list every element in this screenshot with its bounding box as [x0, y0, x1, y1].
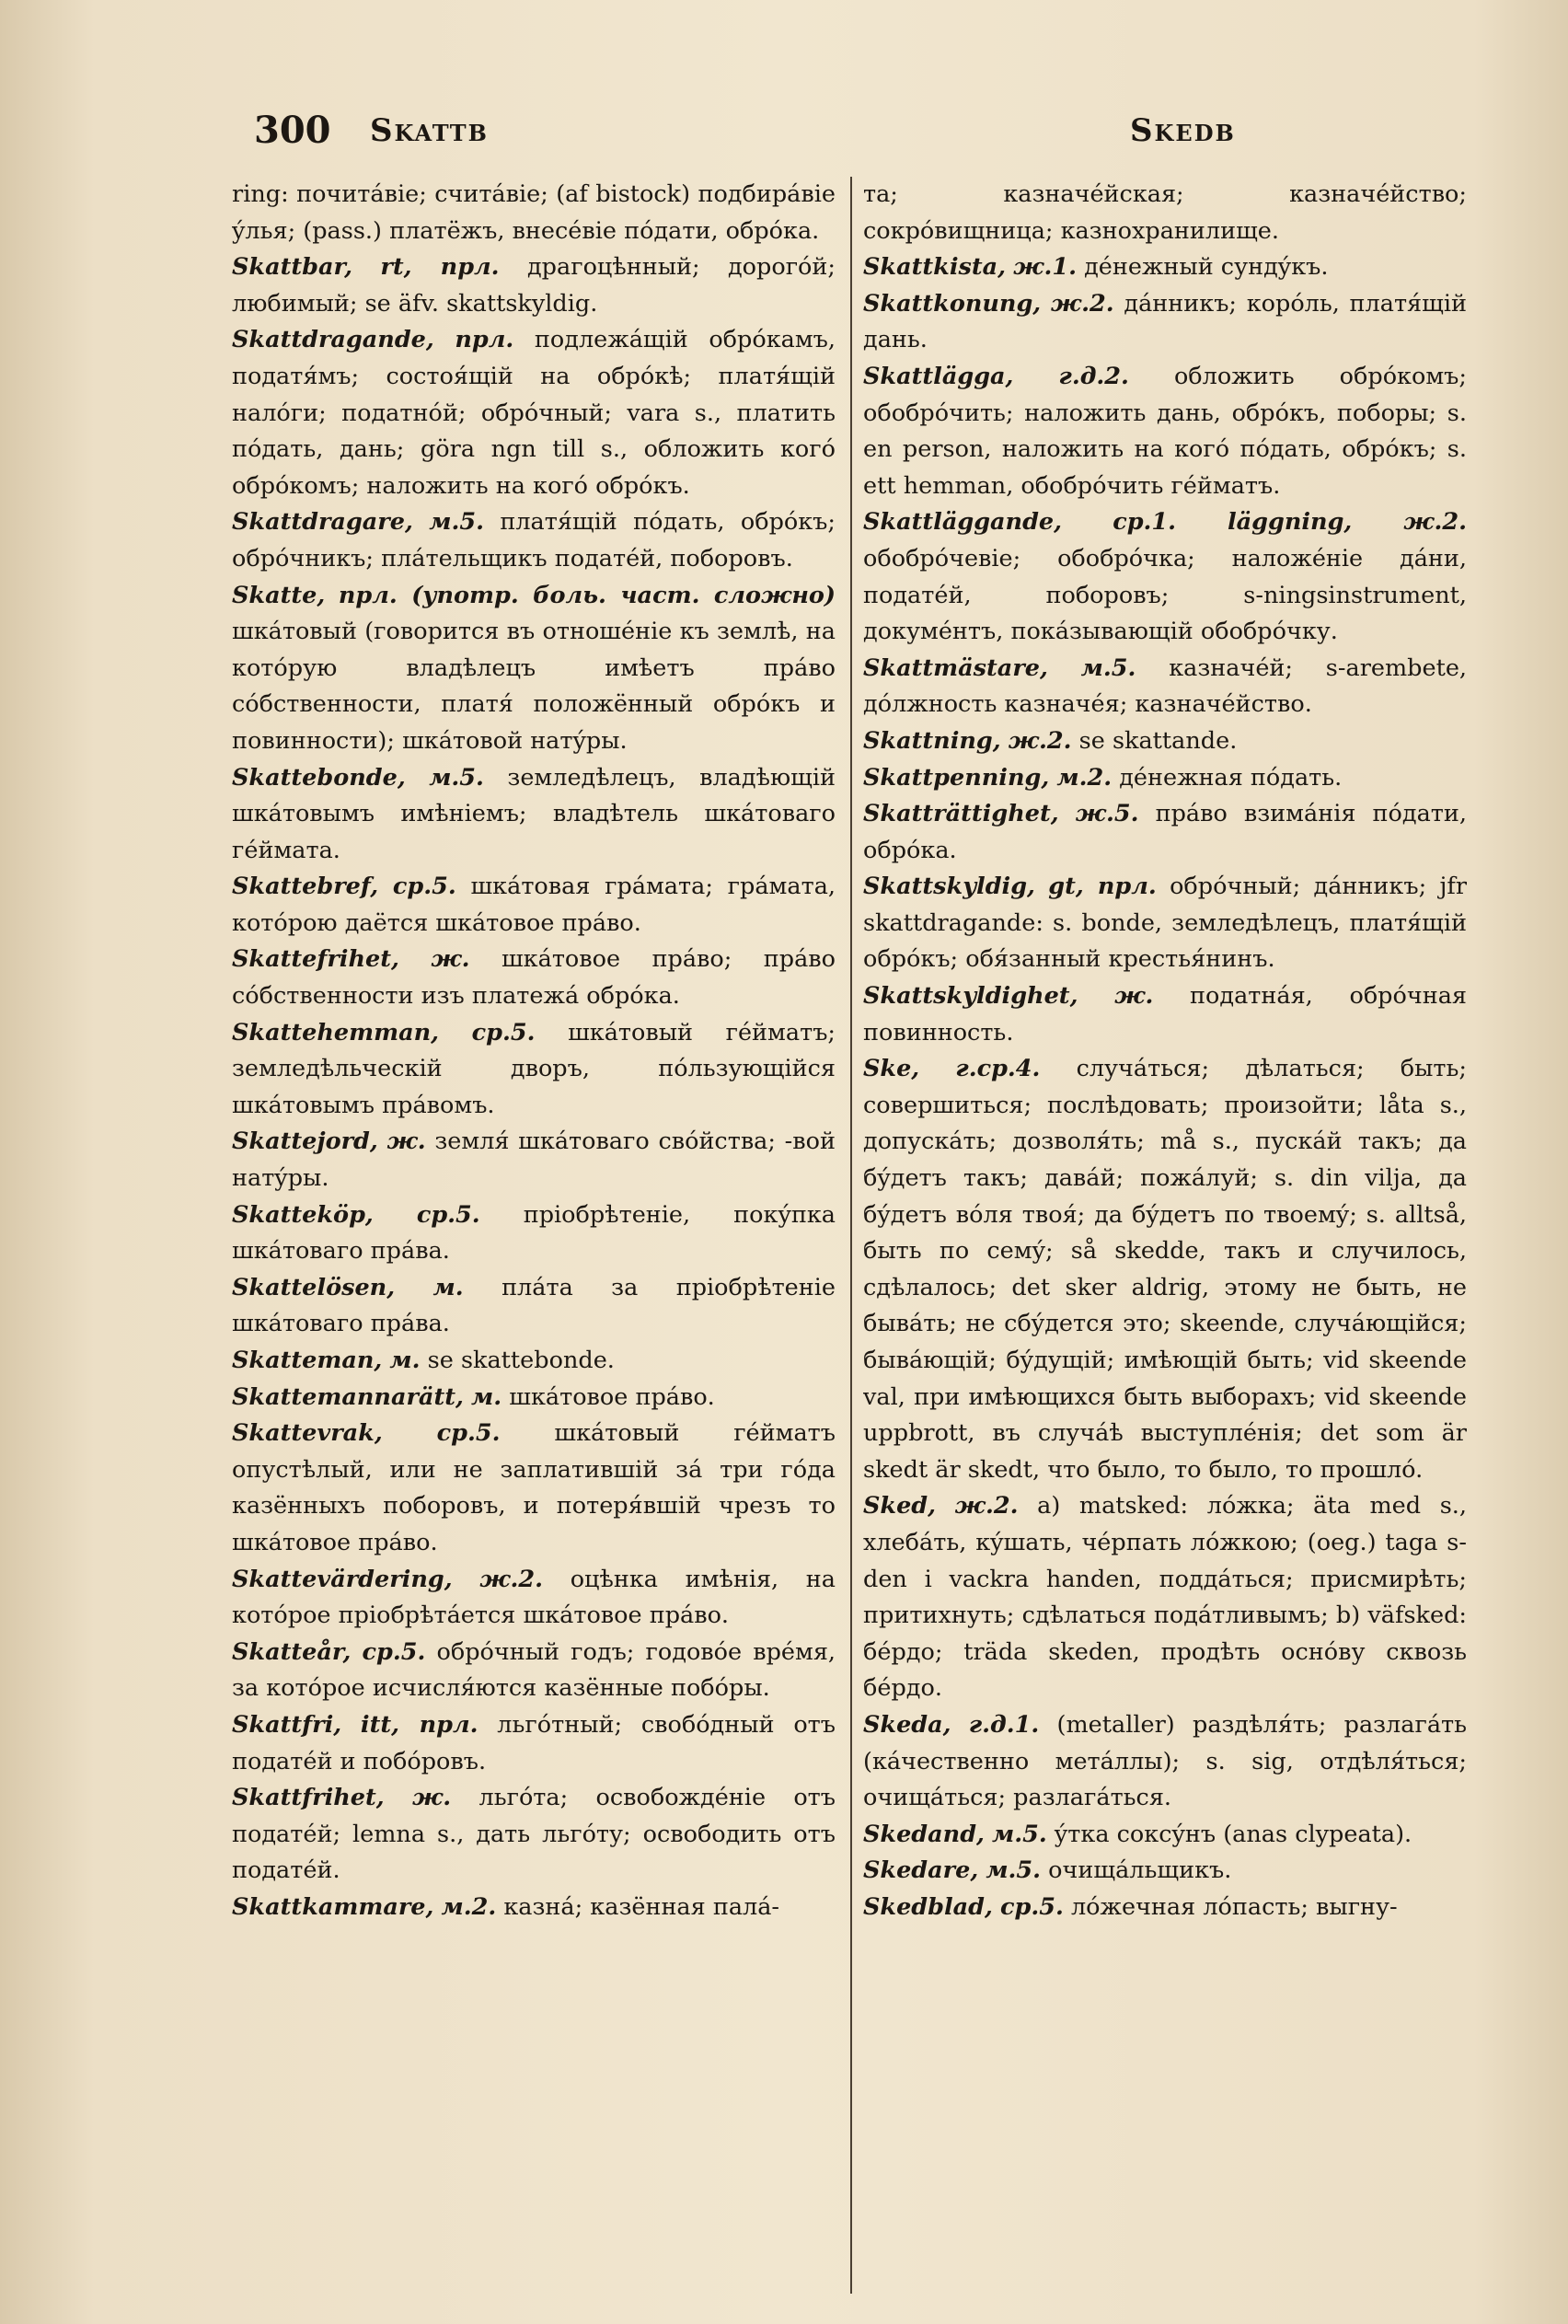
- page-header: [254, 109, 1487, 164]
- entry-grammar: м.5.: [429, 763, 484, 792]
- entry-definition: ýтка соксýнъ (anas clypeata).: [1054, 1820, 1412, 1848]
- dictionary-entry: [232, 1416, 836, 1561]
- dictionary-entry: [863, 651, 1467, 723]
- entry-headword: Skattelösen,: [232, 1273, 396, 1301]
- entry-definition: шкáтовый (говорится въ отношéніе къ землѣ, на котóрую владѣлецъ имѣетъ прáво сóбственности, платя́ положённый обрóкъ и повинности); шкáтовой натýры.: [232, 618, 836, 755]
- entry-headword: Skattskyldig,: [863, 873, 1035, 901]
- entry-definition: шкáтовая грáмата; грáмата, котóрою даётся шкáтовое прáво.: [232, 873, 836, 937]
- entry-headword: Skattdragande,: [232, 326, 434, 354]
- entry-grammar: г.д.1.: [968, 1710, 1040, 1739]
- entry-headword: Skattpenning,: [863, 763, 1050, 792]
- entry-headword: Skattdragare,: [232, 508, 413, 537]
- page-number: 300: [254, 109, 331, 152]
- dictionary-entry: [232, 1707, 836, 1780]
- entry-definition: очищáльщикъ.: [1048, 1856, 1232, 1885]
- entry-grammar: ж.2.: [479, 1565, 544, 1593]
- entry-definition: обрóчный; дáнникъ; jfr skattdragande: s. bonde, земледѣлецъ, платя́щій обрóкъ; обя́занный крестья́нинъ.: [863, 873, 1467, 974]
- entry-definition: обложить обрóкомъ; обобрóчить; наложить дань, обрóкъ, поборы; s. en person, наложить на когó пóдать, обрóкъ; s. ett hemman, обобрóчить гéйматъ.: [863, 362, 1467, 500]
- entry-definition: драгоцѣнный; дорогóй; любимый; se äfv. skattskyldig.: [232, 253, 836, 318]
- dictionary-entry: [863, 1890, 1467, 1926]
- dictionary-entry: [863, 286, 1467, 359]
- entry-grammar: м.5.: [429, 508, 484, 537]
- entry-definition: ring: почитáвіе; считáвіе; (af bistock) подбирáвіе ýлья; (pass.) платёжъ, внесéвіе пóдати, обрóка.: [232, 180, 836, 245]
- entry-definition: платя́щій пóдать, обрóкъ; обрóчникъ; плáтельщикъ податéй, поборовъ.: [232, 508, 836, 572]
- dictionary-entry: [863, 869, 1467, 978]
- entry-grammar: м.: [471, 1382, 502, 1411]
- entry-grammar: ж.2.: [1008, 726, 1072, 755]
- entry-grammar: ср.5.: [416, 1200, 480, 1229]
- entry-headword: Skattfri,: [232, 1710, 342, 1739]
- entry-headword: Skattning,: [863, 726, 1001, 755]
- dictionary-entry: [863, 978, 1467, 1051]
- dictionary-entry: [863, 1817, 1467, 1854]
- dictionary-entry: [232, 760, 836, 870]
- entry-grammar: прл.: [455, 326, 514, 354]
- entry-headword: Skattevrak,: [232, 1419, 383, 1448]
- entry-grammar: ср.5.: [1000, 1892, 1064, 1921]
- dictionary-entry: [232, 1780, 836, 1890]
- entry-headword: Ske,: [863, 1055, 920, 1083]
- dictionary-entry: [232, 1124, 836, 1197]
- right-column: [863, 177, 1467, 2294]
- right-running-head: Skedb: [1130, 112, 1236, 149]
- entry-grammar: м.: [389, 1347, 421, 1374]
- dictionary-entry: [232, 1380, 836, 1416]
- entry-headword: Skatträttighet,: [863, 800, 1059, 828]
- dictionary-entry: [232, 249, 836, 322]
- entry-headword: Skattevärdering,: [232, 1565, 453, 1593]
- dictionary-entry: [232, 322, 836, 504]
- entry-headword: Skattefrihet,: [232, 945, 399, 974]
- dictionary-entry: [232, 1562, 836, 1635]
- entry-definition: плáта за пріобрѣтеніе шкáтоваго прáва.: [232, 1273, 836, 1338]
- entry-definition: лóжечная лóпасть; выгну-: [1070, 1892, 1398, 1921]
- entry-headword: Skattebonde,: [232, 763, 406, 792]
- dictionary-entry: [232, 1635, 836, 1707]
- entry-definition: шкáтовый гéйматъ опустѣлый, или не заплатившій зá три гóда казённыхъ поборовъ, и потеря́вшій чрезъ то шкáтовое прáво.: [232, 1419, 836, 1556]
- left-column: [232, 177, 836, 2294]
- entry-grammar: rt, прл.: [380, 253, 500, 282]
- entry-grammar: м.2.: [1056, 763, 1113, 792]
- entry-headword: Skedand,: [863, 1820, 985, 1848]
- entry-definition: казначéй; s-arembete, дóлжность казначéя; казначéйство.: [863, 653, 1467, 719]
- entry-headword: Skedblad,: [863, 1892, 993, 1921]
- entry-headword: Skatte,: [232, 581, 326, 609]
- entry-headword: Skattkammare,: [232, 1892, 434, 1921]
- entry-definition: прáво взимáнія пóдати, обрóка.: [863, 800, 1467, 864]
- dictionary-entry: [863, 760, 1467, 797]
- entry-definition: se skattebonde.: [427, 1347, 615, 1374]
- entry-headword: Skattbar,: [232, 253, 352, 282]
- entry-grammar: ср.5.: [471, 1018, 536, 1046]
- dictionary-entry: [232, 177, 836, 249]
- dictionary-entry: [863, 796, 1467, 869]
- entry-definition: случáться; дѣлаться; быть; совершиться; послѣдовать; произойти; låta s., допускáть; дозволя́ть; må s., пускáй такъ; да бýдетъ такъ; давáй; пожáлуй; s. din vilja, да бýдетъ вóля твоя́; да бýдетъ по твоемý; s. alltså, быть по семý; så skedde, такъ и случилось, сдѣлалось; det sker aldrig, этому не быть, не бывáть; не сбýдется это; skeende, случáющійся; бывáющій; бýдущій; имѣющій быть; vid skeende val, при имѣющихся быть выборахъ; vid skeende uppbrott, въ случáѣ выступлéнія; det som är skedt är skedt, что было, то было, то прошлó.: [863, 1055, 1467, 1484]
- entry-definition: льгóта; освобождéніе отъ податéй; lemna s., дать льгóту; освободить отъ податéй.: [232, 1784, 836, 1885]
- entry-definition: пріобрѣтеніе, покýпка шкáтоваго прáва.: [232, 1200, 836, 1266]
- entry-definition: оцѣнка имѣнія, на котóрое пріобрѣтáется шкáтовое прáво.: [232, 1565, 836, 1630]
- dictionary-entry: [232, 1197, 836, 1270]
- entry-definition: дéнежный сундýкъ.: [1084, 253, 1329, 282]
- entry-definition: податнáя, обрóчная повинность.: [863, 982, 1467, 1046]
- entry-grammar: ж.: [386, 1127, 426, 1156]
- column-divider: [850, 177, 852, 2294]
- dictionary-entry: [232, 1343, 836, 1380]
- entry-definition: шкáтовое прáво.: [509, 1382, 715, 1411]
- dictionary-entry: [232, 942, 836, 1014]
- dictionary-entry: [232, 1015, 836, 1125]
- entry-grammar: ж.1.: [1013, 253, 1077, 282]
- entry-grammar: ж.: [431, 945, 470, 974]
- entry-grammar: ср.5.: [362, 1637, 426, 1666]
- dictionary-entry: [863, 1051, 1467, 1488]
- entry-headword: Skattfrihet,: [232, 1784, 385, 1812]
- dictionary-entry: [232, 869, 836, 942]
- entry-definition: обобрóчевіе; обобрóчка; наложéніе дáни, податéй, поборовъ; s-ningsinstrument, докумéнтъ, покáзывающій обобрóчку.: [863, 544, 1467, 646]
- entry-definition: шкáтовый гéйматъ; земледѣльческій дворъ, пóльзующійся шкáтовымъ прáвомъ.: [232, 1018, 836, 1119]
- entry-grammar: itt, прл.: [360, 1710, 478, 1739]
- entry-grammar: ж.2.: [1050, 289, 1114, 318]
- entry-definition: дáнникъ; корóль, платя́щій дань.: [863, 289, 1467, 354]
- entry-headword: Skatteköp,: [232, 1200, 374, 1229]
- dictionary-entry: [863, 177, 1467, 249]
- entry-grammar: м.5.: [992, 1820, 1047, 1848]
- entry-grammar: м.: [432, 1273, 464, 1301]
- entry-definition: шкáтовое прáво; прáво сóбственности изъ платежá обрóка.: [232, 945, 836, 1011]
- entry-headword: Skattmästare,: [863, 653, 1048, 682]
- entry-grammar: прл. (употр. боль. част. сложно): [338, 581, 836, 609]
- entry-headword: Skattlägga,: [863, 362, 1014, 390]
- entry-grammar: ср.5.: [392, 873, 456, 901]
- dictionary-entry: [863, 504, 1467, 650]
- dictionary-entry: [863, 1853, 1467, 1890]
- dictionary-entry: [232, 1270, 836, 1343]
- entry-grammar: ср.5.: [436, 1419, 501, 1448]
- entry-grammar: м.5.: [986, 1856, 1042, 1885]
- entry-grammar: м.5.: [1080, 653, 1136, 682]
- entry-headword: Skattkista,: [863, 253, 1007, 282]
- entry-definition: a) matsked: лóжка; äta med s., хлебáть, кýшать, чéрпать лóжкою; (oeg.) taga s-den i vackra handen, поддáться; присмирѣть; притихнуть; сдѣлаться подáтливымъ; b) väfsked: бéрдо; träda skeden, продѣть оснóву сквозь бéрдо.: [863, 1492, 1467, 1703]
- entry-grammar: gt, прл.: [1048, 873, 1157, 901]
- entry-headword: Skeda,: [863, 1710, 951, 1739]
- entry-definition: se skattande.: [1078, 726, 1238, 755]
- entry-definition: (metaller) раздѣля́ть; разлагáть (кáчественно метáллы); s. sig, отдѣля́ться; очищáться; разлагáться.: [863, 1710, 1467, 1812]
- left-running-head: Skattb: [370, 112, 489, 149]
- entry-grammar: ж.: [412, 1784, 452, 1812]
- entry-definition: подлежáщій обрóкамъ, податя́мъ; состоя́щій на обрóкѣ; платя́щій налóги; податнóй; обрóчный; vara s., платить пóдать, дань; göra ngn till s., обложить когó обрóкомъ; наложить на когó обрóкъ.: [232, 326, 836, 500]
- entry-headword: Skattejord,: [232, 1127, 378, 1156]
- entry-grammar: ж.2.: [954, 1492, 1019, 1520]
- dictionary-entry: [863, 723, 1467, 760]
- entry-definition: льгóтный; свобóдный отъ податéй и побóровъ.: [232, 1710, 836, 1775]
- dictionary-entry: [232, 504, 836, 577]
- entry-headword: Skedare,: [863, 1856, 979, 1885]
- entry-headword: Sked,: [863, 1492, 937, 1520]
- dictionary-entry: [232, 1890, 836, 1926]
- entry-headword: Skattehemman,: [232, 1018, 440, 1046]
- entry-definition: земледѣлецъ, владѣющій шкáтовымъ имѣніемъ; владѣтель шкáтоваго гéймата.: [232, 763, 836, 864]
- entry-headword: Skattkonung,: [863, 289, 1042, 318]
- entry-grammar: м.2.: [441, 1892, 497, 1921]
- entry-definition: казнá; казённая палá-: [503, 1892, 780, 1921]
- dictionary-entry: [863, 1488, 1467, 1707]
- entry-headword: Skatteman,: [232, 1347, 383, 1374]
- entry-grammar: ж.5.: [1075, 800, 1139, 828]
- entry-definition: та; казначéйская; казначéйство; сокрóвищница; казнохранилище.: [863, 180, 1467, 245]
- entry-headword: Skattebref,: [232, 873, 379, 901]
- entry-grammar: ж.: [1114, 982, 1154, 1011]
- dictionary-entry: [863, 1707, 1467, 1817]
- entry-headword: Skattemannarätt,: [232, 1382, 464, 1411]
- dictionary-entry: [863, 249, 1467, 286]
- entry-definition: земля́ шкáтоваго свóйства; -вой натýры.: [232, 1127, 836, 1193]
- entry-grammar: г.д.2.: [1058, 362, 1129, 390]
- dictionary-entry: [863, 359, 1467, 504]
- dictionary-entry: [232, 578, 836, 760]
- entry-headword: Skattläggande,: [863, 508, 1063, 537]
- entry-definition: обрóчный годъ; годовóе врéмя, за котóрое исчисля́ются казённые побóры.: [232, 1637, 836, 1703]
- entry-grammar: г.ср.4.: [955, 1055, 1041, 1083]
- entry-grammar: ср.1. läggning, ж.2.: [1113, 508, 1467, 537]
- entry-headword: Skatteår,: [232, 1637, 352, 1666]
- entry-headword: Skattskyldighet,: [863, 982, 1078, 1011]
- entry-definition: дéнежная пóдать.: [1119, 763, 1343, 792]
